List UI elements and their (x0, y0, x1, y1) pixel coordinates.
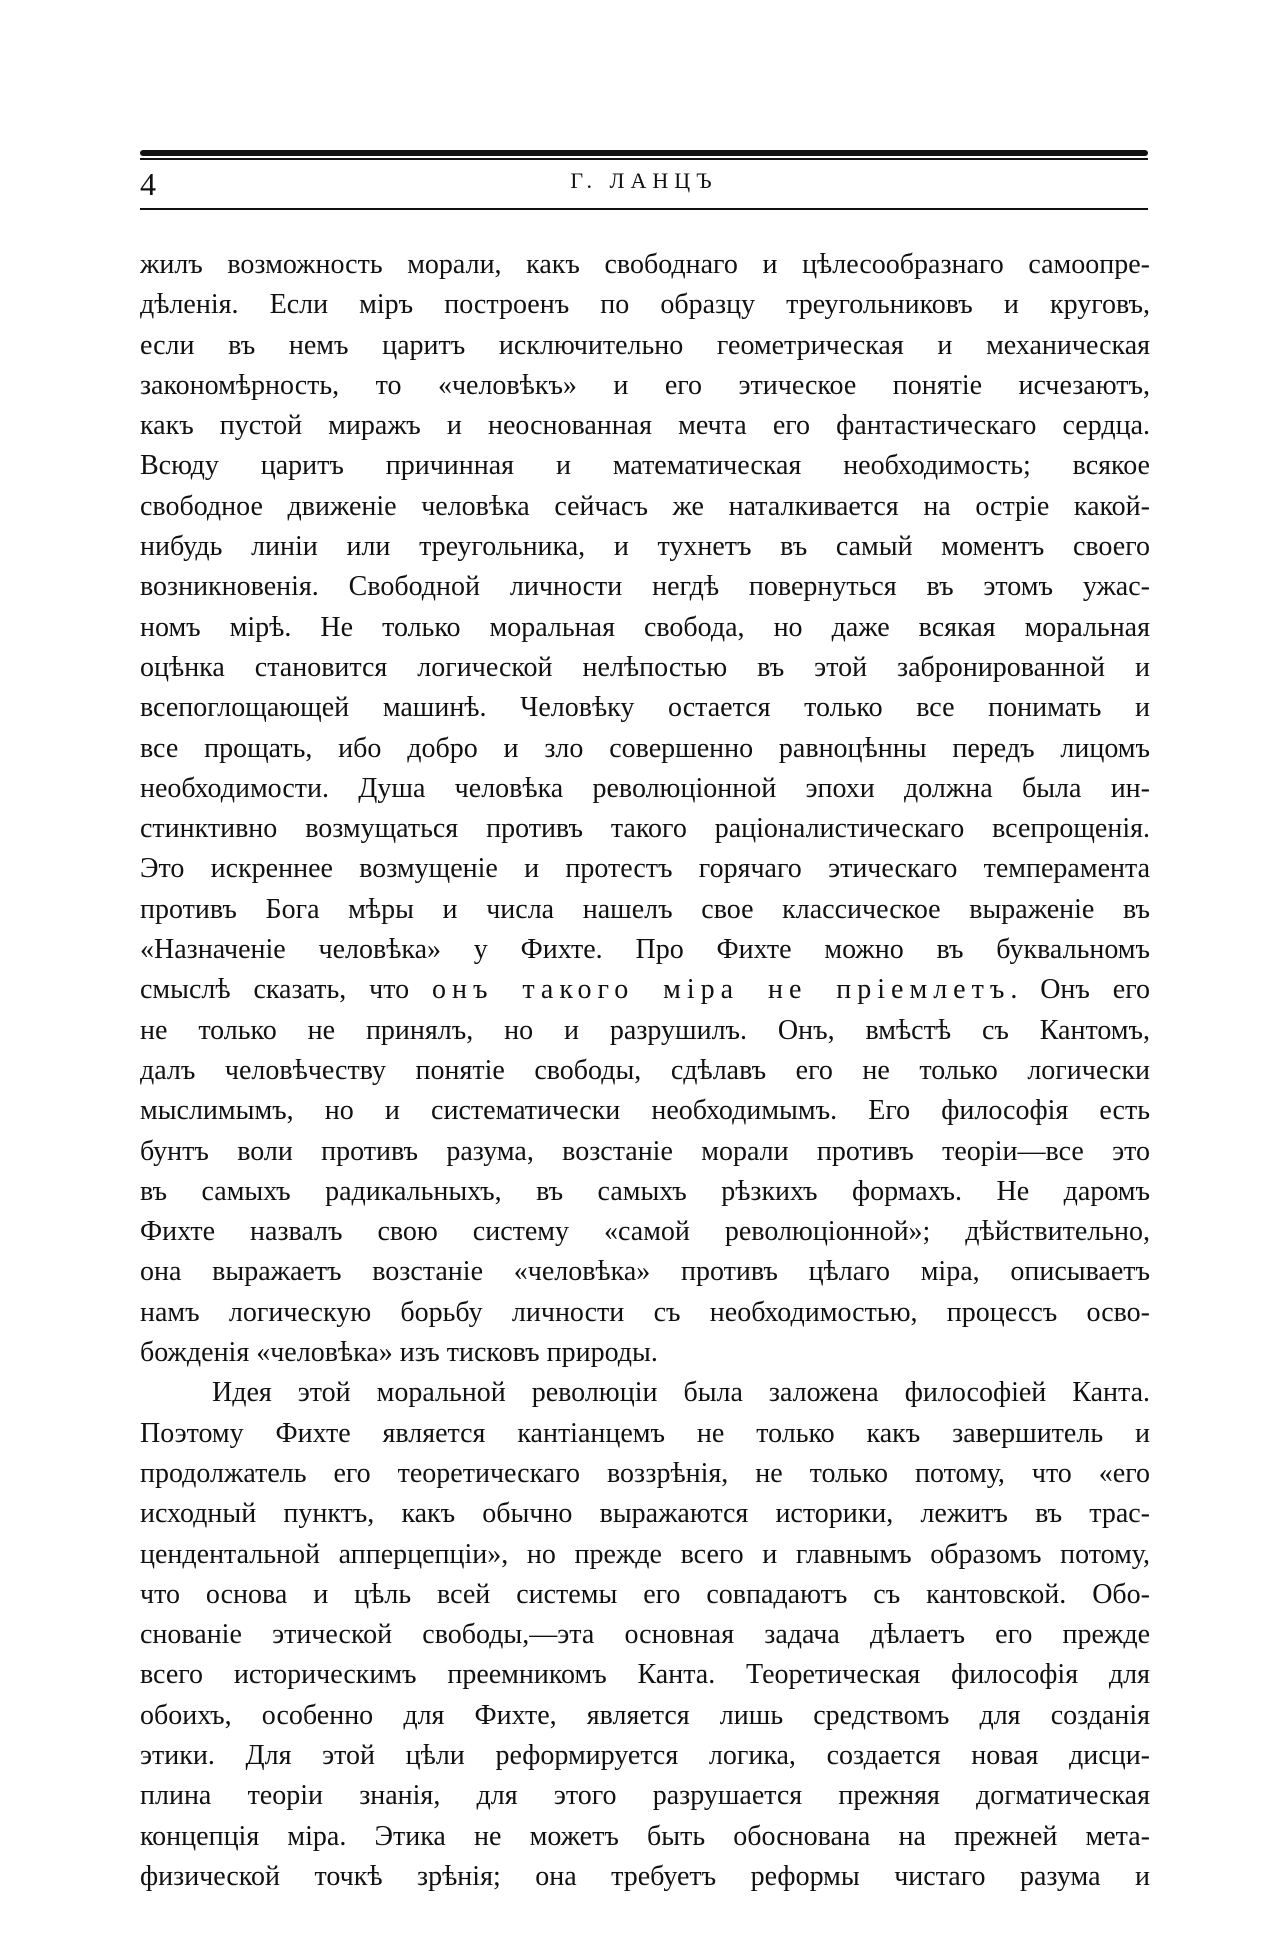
text-segment: всепоглощающей машинѣ. Человѣку остается только все понимать и (140, 692, 1150, 724)
text-line (140, 1132, 1150, 1172)
text-line (140, 1252, 1150, 1292)
text-segment: физической точкѣ зрѣнія; она требуетъ реформы чистаго разума и (140, 1860, 1150, 1892)
text-segment: смыслѣ сказать, что (140, 974, 432, 1006)
text-segment: противъ Бога мѣры и числа нашелъ свое классическое выраженіе въ (140, 893, 1150, 925)
text-line (140, 648, 1150, 688)
text-line (140, 1373, 1150, 1413)
text-segment: «Назначеніе человѣка» у Фихте. Про Фихте можно въ буквальномъ (140, 934, 1150, 966)
text-segment: плина теоріи знанія, для этого разрушается прежняя догматическая (140, 1780, 1150, 1812)
text-segment: оцѣнка становится логической нелѣпостью въ этой забронированной и (140, 651, 1150, 683)
header-rule-bottom (140, 208, 1148, 210)
text-line (140, 1575, 1150, 1615)
text-line (140, 326, 1150, 366)
text-segment: возникновенія. Свободной личности негдѣ повернуться въ этомъ ужас- (140, 571, 1150, 603)
text-segment: номъ мірѣ. Не только моральная свобода, но даже всякая моральная (140, 611, 1150, 643)
text-line (140, 1736, 1150, 1776)
text-segment: какъ пустой миражъ и неоснованная мечта его фантастическаго сердца. (140, 410, 1150, 442)
text-segment: этики. Для этой цѣли реформируется логика, создается новая дисци- (140, 1739, 1150, 1771)
text-line (140, 1696, 1150, 1736)
text-line (140, 1857, 1150, 1897)
text-line (140, 809, 1150, 849)
text-line (140, 608, 1150, 648)
text-line (140, 1615, 1150, 1655)
text-segment: бунтъ воли противъ разума, возстаніе морали противъ теоріи—все это (140, 1135, 1150, 1167)
text-line (140, 970, 1150, 1010)
text-line (140, 688, 1150, 728)
text-line (140, 849, 1150, 889)
paragraph (140, 245, 1150, 1373)
text-segment: жилъ возможность морали, какъ свободнаго и цѣлесообразнаго самоопре- (140, 249, 1150, 280)
text-segment: въ самыхъ радикальныхъ, въ самыхъ рѣзкихъ формахъ. Не даромъ (140, 1175, 1150, 1207)
text-segment: Поэтому Фихте является кантіанцемъ не только какъ завершитель и (140, 1417, 1150, 1449)
text-segment: концепція міра. Этика не можетъ быть обоснована на прежней мета- (140, 1820, 1150, 1852)
text-line (140, 930, 1150, 970)
text-line (140, 245, 1150, 285)
text-segment: мыслимымъ, но и систематически необходимымъ. Его философія есть (140, 1095, 1150, 1127)
text-line (140, 1333, 1150, 1373)
text-line (140, 567, 1150, 607)
text-line (140, 1293, 1150, 1333)
text-segment: Всюду царитъ причинная и математическая необходимость; всякое (140, 450, 1150, 482)
text-line (140, 890, 1150, 930)
header-rule-thick (140, 150, 1148, 156)
body-text (140, 245, 1150, 1897)
text-segment: дѣленія. Если міръ построенъ по образцу треугольниковъ и круговъ, (140, 289, 1150, 321)
text-segment: Фихте назвалъ свою систему «самой революціонной»; дѣйствительно, (140, 1216, 1150, 1248)
text-segment: все прощать, ибо добро и зло совершенно равноцѣнны передъ лицомъ (140, 732, 1150, 764)
text-line (140, 769, 1150, 809)
text-segment: закономѣрность, то «человѣкъ» и его этическое понятіе исчезаютъ, (140, 369, 1150, 401)
spaced-emphasis: онъ такого міра не пріемлетъ (431, 974, 1011, 1006)
text-segment: если въ немъ царитъ исключительно геометрическая и механическая (140, 329, 1150, 361)
text-segment: божденія «человѣка» изъ тисковъ природы. (140, 1337, 658, 1369)
text-line (140, 1494, 1150, 1534)
text-segment: намъ логическую борьбу личности съ необходимостью, процессъ осво- (140, 1296, 1150, 1328)
text-line (140, 487, 1150, 527)
running-title: Г. ЛАНЦЪ (570, 168, 718, 193)
text-segment: всего историческимъ преемникомъ Канта. Теоретическая философія для (140, 1659, 1150, 1691)
text-segment: не только не принялъ, но и разрушилъ. Онъ, вмѣстѣ съ Кантомъ, (140, 1014, 1150, 1046)
text-line (140, 1776, 1150, 1816)
text-line (140, 1414, 1150, 1454)
text-segment: свободное движеніе человѣка сейчасъ же наталкивается на остріе какой- (140, 490, 1150, 522)
text-line (140, 1817, 1150, 1857)
text-segment: стинктивно возмущаться противъ такого раціоналистическаго всепрощенія. (140, 813, 1150, 845)
text-segment: Идея этой моральной революціи была заложена философіей Канта. (212, 1377, 1150, 1409)
text-segment: Это искреннее возмущеніе и протестъ горячаго этическаго темперамента (140, 853, 1150, 885)
text-segment: необходимости. Душа человѣка революціонной эпохи должна была ин- (140, 772, 1150, 804)
text-segment: цендентальной апперцепціи», но прежде всего и главнымъ образомъ потому, (140, 1538, 1150, 1570)
text-segment: исходный пунктъ, какъ обычно выражаются историки, лежитъ въ трас- (140, 1498, 1150, 1530)
text-segment: . Онъ его (1010, 974, 1150, 1006)
text-line (140, 1655, 1150, 1695)
text-line (140, 366, 1150, 406)
text-line (140, 1091, 1150, 1131)
text-line (140, 1535, 1150, 1575)
text-line (140, 1172, 1150, 1212)
text-segment: что основа и цѣль всей системы его совпадаютъ съ кантовской. Обо- (140, 1578, 1150, 1610)
text-line (140, 1454, 1150, 1494)
text-segment: нибудь линіи или треугольника, и тухнетъ въ самый моментъ своего (140, 531, 1150, 563)
text-line (140, 1051, 1150, 1091)
text-segment: она выражаетъ возстаніе «человѣка» противъ цѣлаго міра, описываетъ (140, 1256, 1150, 1288)
text-segment: далъ человѣчеству понятіе свободы, сдѣлавъ его не только логически (140, 1054, 1150, 1086)
paragraph (140, 1373, 1150, 1897)
text-line (140, 285, 1150, 325)
page-number: 4 (140, 166, 156, 202)
header-rule-thin (140, 158, 1148, 160)
text-segment: обоихъ, особенно для Фихте, является лишь средствомъ для созданія (140, 1699, 1150, 1731)
text-line (140, 446, 1150, 486)
text-line (140, 1011, 1150, 1051)
text-line (140, 527, 1150, 567)
text-line (140, 729, 1150, 769)
text-segment: снованіе этической свободы,—эта основная задача дѣлаетъ его прежде (140, 1619, 1150, 1651)
text-segment: продолжатель его теоретическаго воззрѣнія, не только потому, что «его (140, 1457, 1150, 1489)
text-line (140, 406, 1150, 446)
text-line (140, 1212, 1150, 1252)
